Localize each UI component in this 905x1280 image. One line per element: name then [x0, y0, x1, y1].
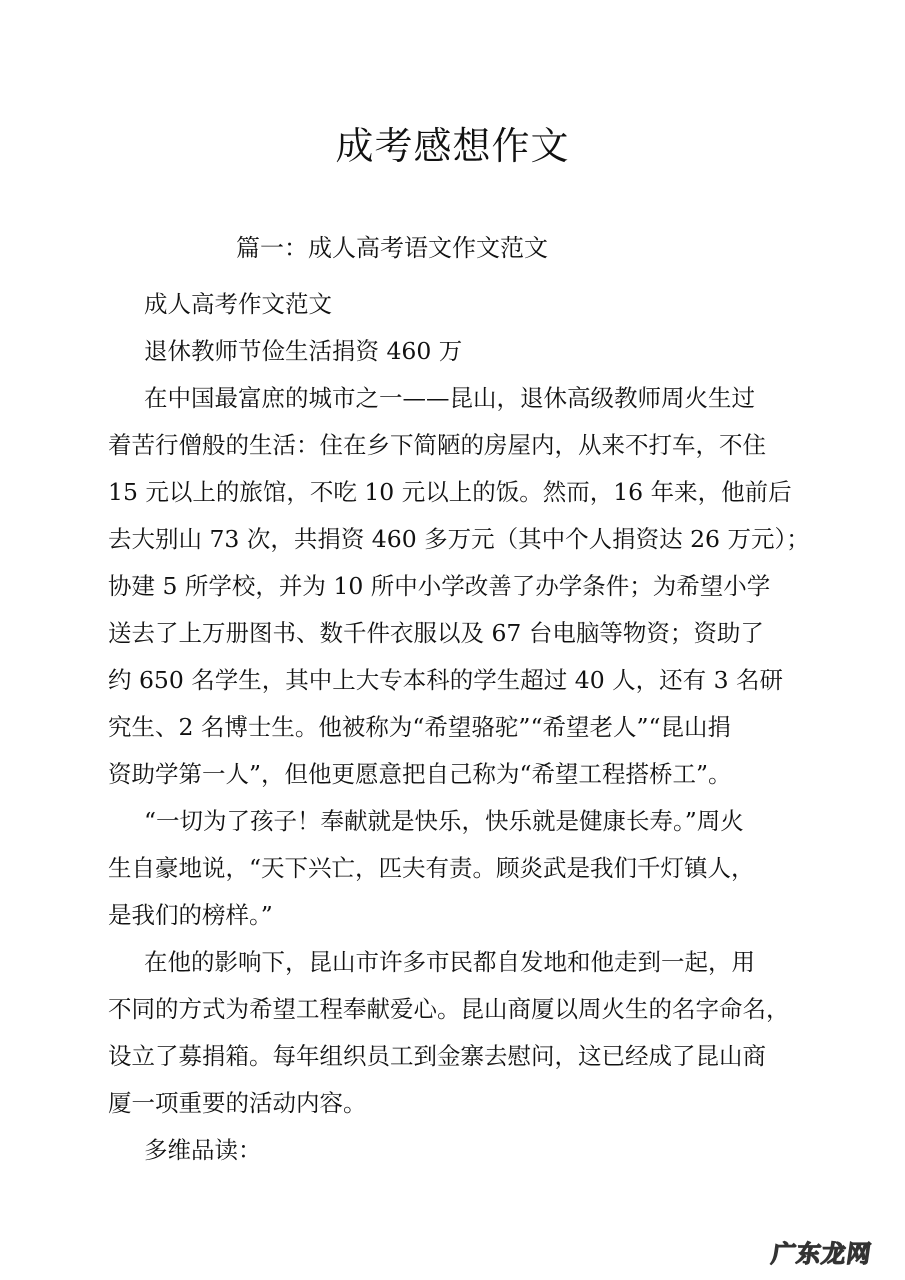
text-line: “一切为了孩子！奉献就是快乐，快乐就是健康长寿。”周火	[144, 807, 744, 835]
text-line: 究生、2 名博士生。他被称为“希望骆驼”“希望老人”“昆山捐	[108, 713, 731, 741]
text-line: 着苦行僧般的生活：住在乡下简陋的房屋内，从来不打车，不住	[108, 431, 766, 459]
text-line: 15 元以上的旅馆，不吃 10 元以上的饭。然而，16 年来，他前后	[108, 478, 792, 506]
text-line: 资助学第一人”，但他更愿意把自己称为“希望工程搭桥工”。	[108, 760, 732, 788]
text-line: 不同的方式为希望工程奉献爱心。昆山商厦以周火生的名字命名，	[108, 995, 790, 1023]
text-line: 送去了上万册图书、数千件衣服以及 67 台电脑等物资；资助了	[108, 619, 764, 647]
text-line: 厦一项重要的活动内容。	[108, 1089, 367, 1117]
text-line: 去大别山 73 次，共捐资 460 多万元（其中个人捐资达 26 万元）；	[108, 525, 810, 553]
text-line: 成人高考作文范文	[144, 290, 332, 318]
text-line: 是我们的榜样。”	[108, 901, 273, 929]
text-line: 生自豪地说，“天下兴亡，匹夫有责。顾炎武是我们千灯镇人，	[108, 854, 755, 882]
text-line: 约 650 名学生，其中上大专本科的学生超过 40 人，还有 3 名研	[108, 666, 784, 694]
text-line: 在中国最富庶的城市之一——昆山，退休高级教师周火生过	[144, 384, 755, 412]
document-body	[108, 281, 810, 1174]
text-line: 设立了募捐箱。每年组织员工到金寨去慰问，这已经成了昆山商	[108, 1042, 766, 1070]
section-heading: 篇一：成人高考语文作文范文	[236, 234, 548, 262]
text-line: 多维品读：	[144, 1136, 262, 1164]
document-title: 成考感想作文	[335, 124, 570, 168]
text-line: 协建 5 所学校，并为 10 所中小学改善了办学条件；为希望小学	[108, 572, 771, 600]
text-line: 退休教师节俭生活捐资 460 万	[144, 337, 463, 365]
watermark-logo: 广东龙网	[769, 1240, 874, 1268]
text-line: 在他的影响下，昆山市许多市民都自发地和他走到一起，用	[144, 948, 755, 976]
